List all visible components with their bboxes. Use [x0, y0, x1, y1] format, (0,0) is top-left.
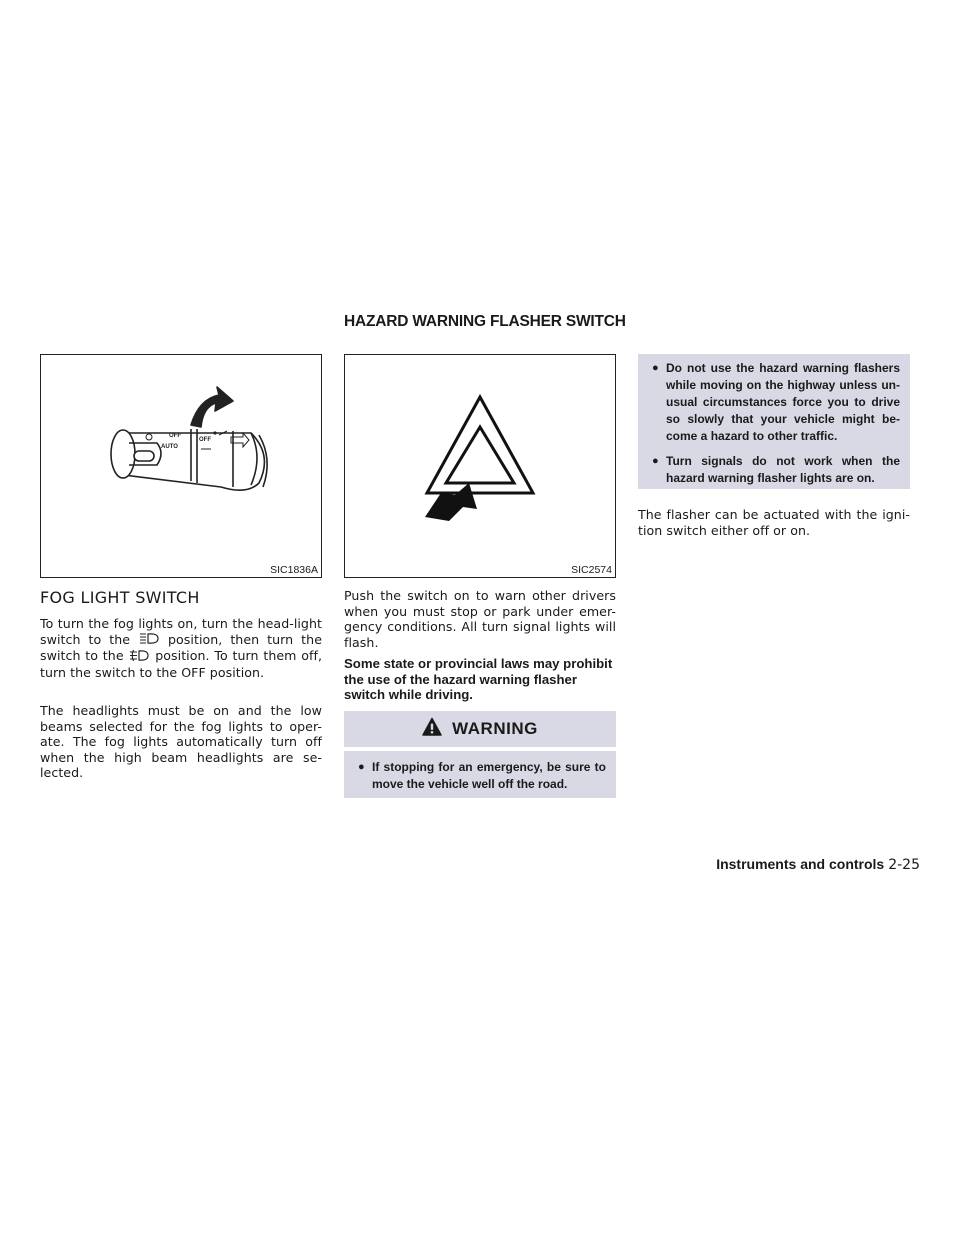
warning-title: WARNING — [452, 719, 538, 738]
warning-icon — [422, 717, 442, 741]
fog-p1-part-b: position, then turn the switch to the — [40, 631, 322, 664]
hazard-triangle-illustration — [345, 355, 615, 577]
knob-label-off-2: OFF — [199, 437, 211, 443]
fog-light-title: FOG LIGHT SWITCH — [40, 588, 200, 607]
list-item: ● If stopping for an emergency, be sure to move the vehicle well off the road. — [358, 760, 606, 791]
hazard-switch-figure — [344, 354, 616, 578]
fog-paragraph-1 — [40, 616, 322, 681]
section-heading: HAZARD WARNING FLASHER SWITCH — [344, 313, 626, 330]
headlight-icon — [138, 632, 160, 649]
list-item: ● Do not use the hazard warning flashers while moving on the highway unless un-usual circumstances force you to drive so slowly that your vehicle might be-come a hazard to other traffic. — [652, 361, 900, 443]
fog-p1-part-a: To turn the fog lights on, turn the head-light switch to the — [40, 616, 322, 647]
fog-paragraph-2: The headlights must be on and the low beams selected for the fog lights to oper-ate. The fog lights automatically turn off when the high beam headlights are se-lected. — [40, 703, 322, 780]
page-footer — [716, 856, 920, 873]
fog-light-icon — [128, 649, 150, 666]
figure-label: SIC2574 — [571, 564, 612, 576]
fog-p1-part-c: position. To turn them off, turn the switch to the OFF position. — [40, 648, 323, 680]
figure-label: SIC1836A — [270, 564, 318, 576]
hazard-paragraph-3: The flasher can be actuated with the igni-tion switch either off or on. — [638, 507, 910, 538]
warning-header — [344, 711, 616, 747]
headlight-switch-illustration — [41, 355, 321, 577]
hazard-paragraph-1: Push the switch on to warn other drivers when you must stop or park under emer-gency conditions. All turn signal lights will flash. — [344, 588, 616, 650]
fog-switch-figure — [40, 354, 322, 578]
bullet-icon: ● — [652, 455, 659, 467]
bullet-icon: ● — [358, 761, 365, 773]
hazard-law-notice: Some state or provincial laws may prohibit the use of the hazard warning flasher switch while driving. — [344, 656, 613, 702]
warning-box-continued — [638, 354, 910, 489]
list-item: ● Turn signals do not work when the hazard warning flasher lights are on. — [652, 454, 900, 485]
page-number: 2-25 — [888, 857, 920, 873]
bullet-icon: ● — [652, 362, 659, 374]
knob-label-auto: AUTO — [161, 444, 178, 450]
knob-label-off-1: OFF — [169, 433, 181, 439]
warning-box — [344, 751, 616, 798]
footer-section: Instruments and controls — [716, 856, 885, 872]
